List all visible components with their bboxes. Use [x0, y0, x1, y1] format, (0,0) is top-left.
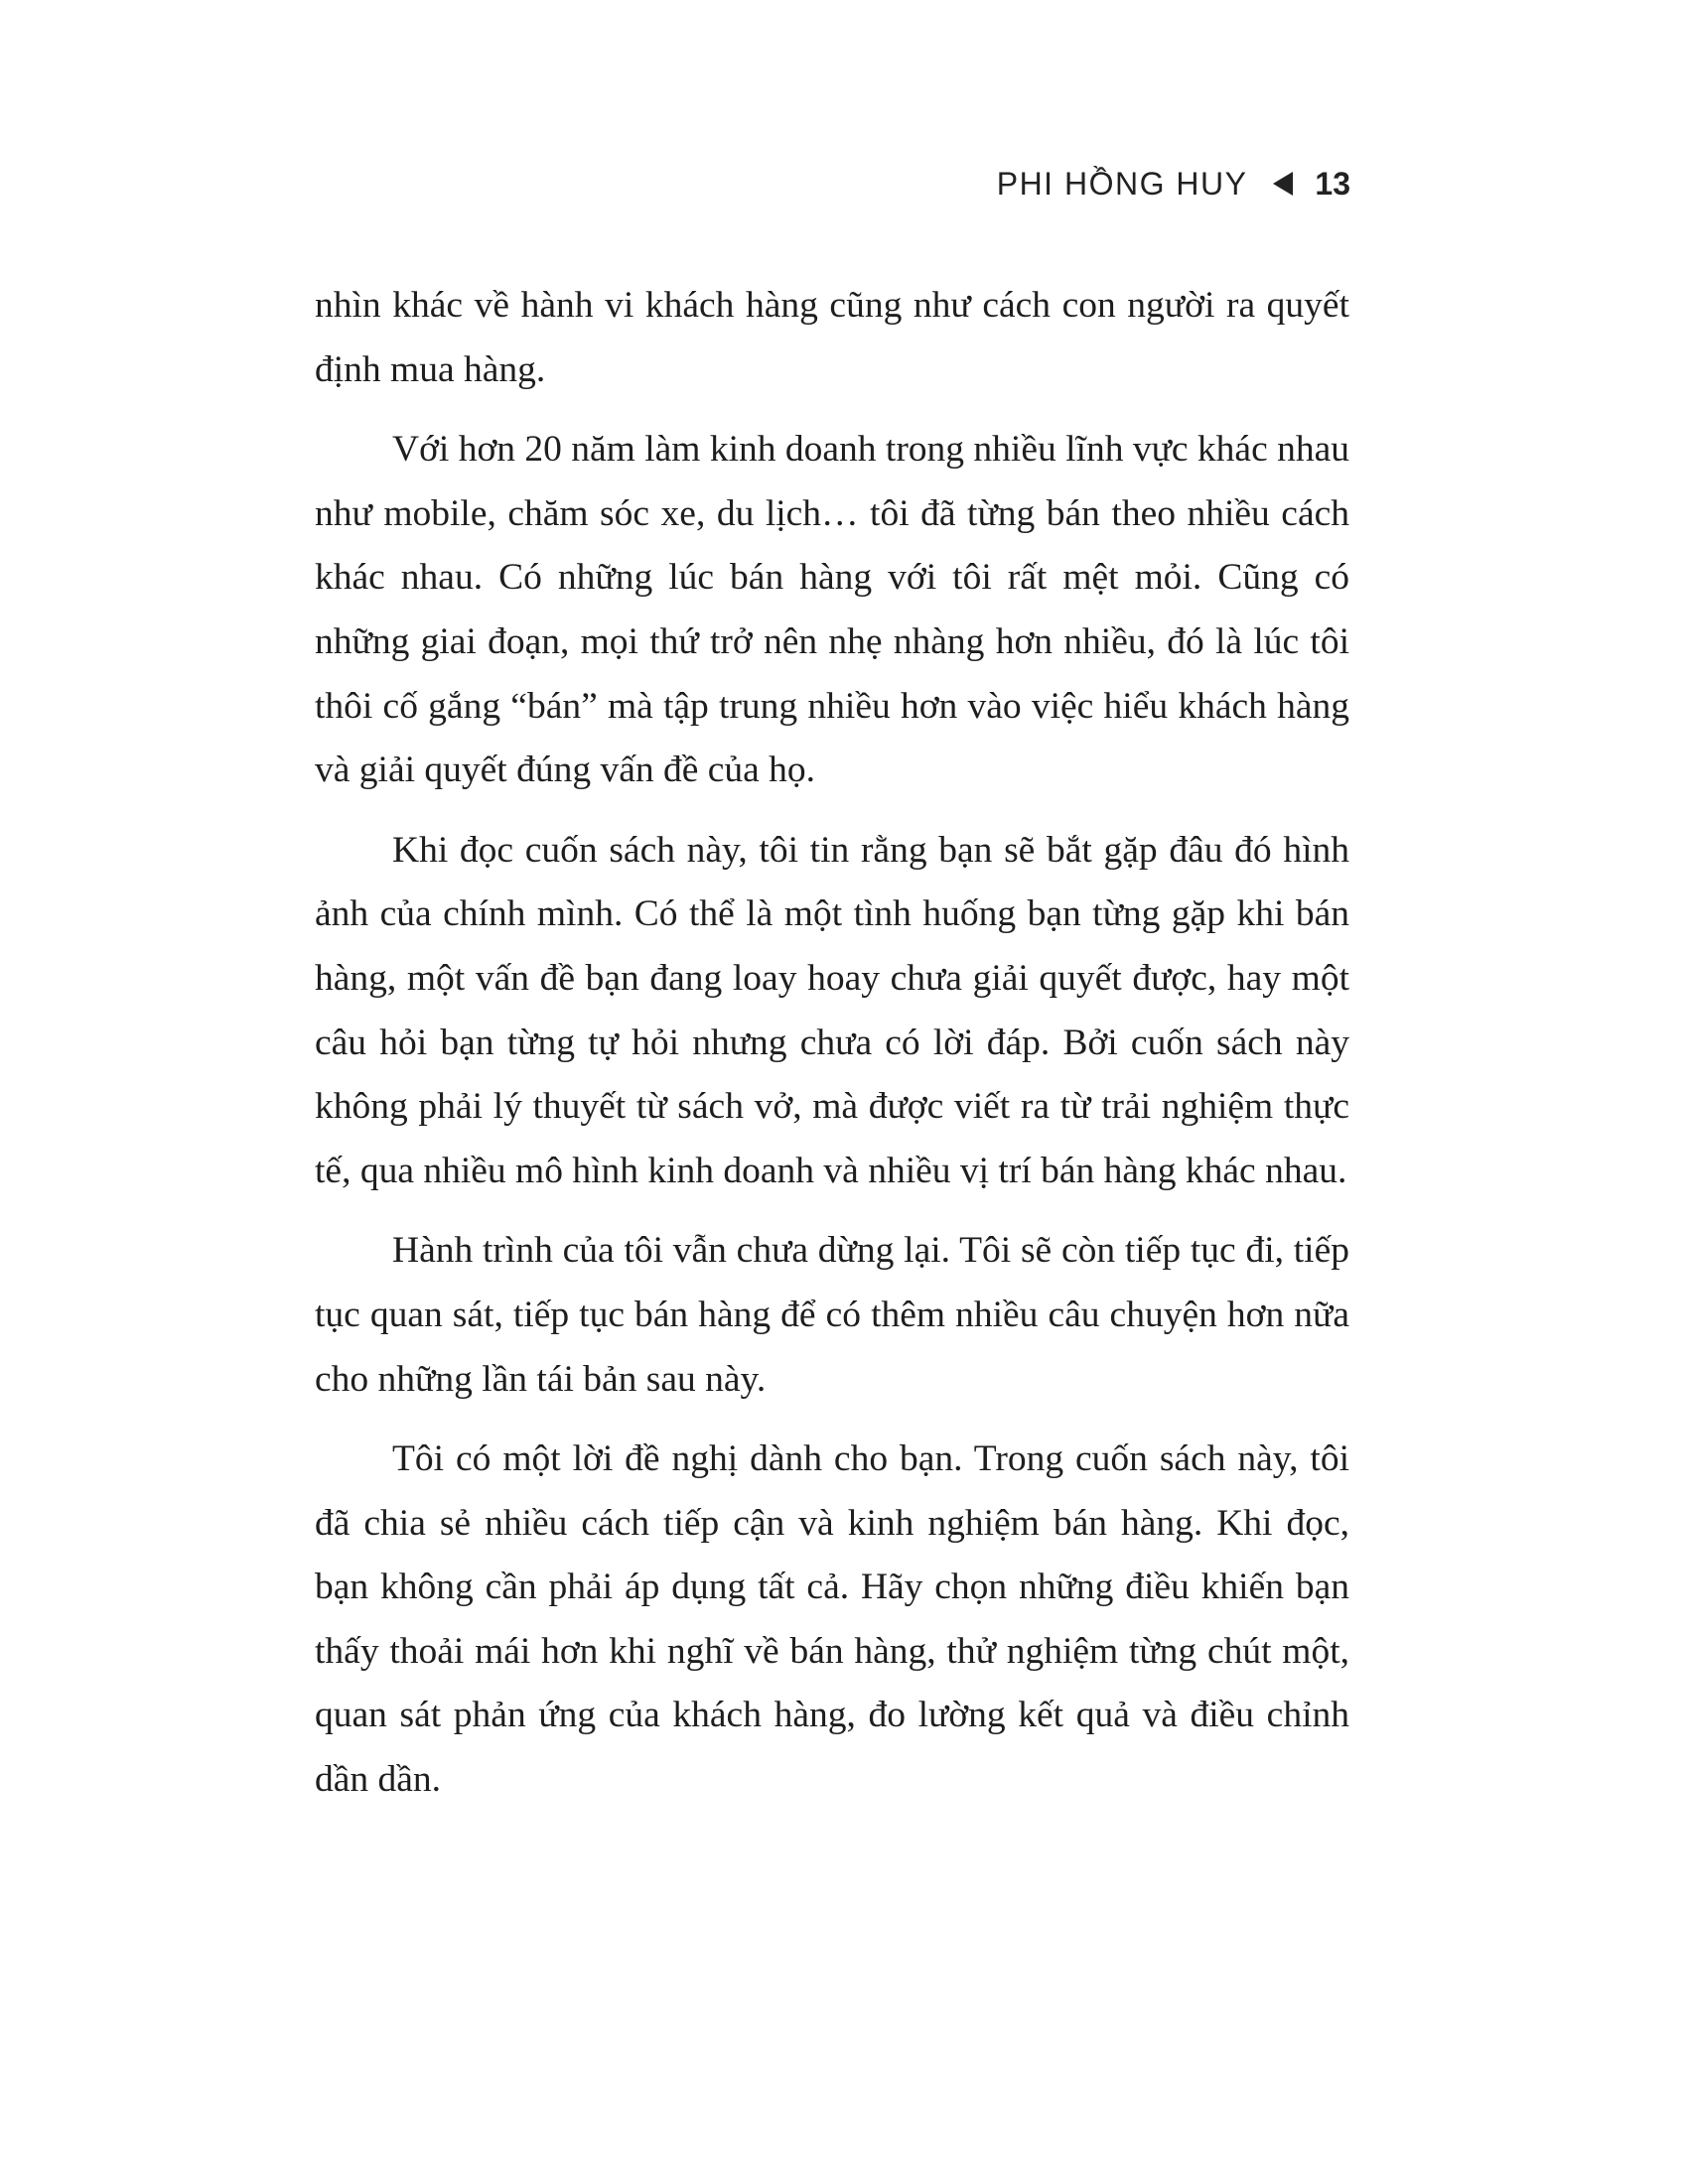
paragraph: Với hơn 20 năm làm kinh doanh trong nhiều lĩnh vực khác nhau như mobile, chăm sóc xe, du lịch… tôi đã từng bán theo nhiều cách khác nhau. Có những lúc bán hàng với tôi rất mệt mỏi. Cũng có những giai đoạn, mọi thứ trở nên nhẹ nhàng hơn nhiều, đó là lúc tôi thôi cố gắng “bán” mà tập trung nhiều hơn vào việc hiểu khách hàng và giải quyết đúng vấn đề của họ.	[315, 429, 1349, 791]
paragraph: Tôi có một lời đề nghị dành cho bạn. Trong cuốn sách này, tôi đã chia sẻ nhiều cách tiếp cận và kinh nghiệm bán hàng. Khi đọc, bạn không cần phải áp dụng tất cả. Hãy chọn những điều khiến bạn thấy thoải mái hơn khi nghĩ về bán hàng, thử nghiệm từng chút một, quan sát phản ứng của khách hàng, đo lường kết quả và điều chỉnh dần dần.	[315, 1438, 1349, 1801]
paragraph: Hành trình của tôi vẫn chưa dừng lại. Tôi sẽ còn tiếp tục đi, tiếp tục quan sát, tiếp tục bán hàng để có thêm nhiều câu chuyện hơn nữa cho những lần tái bản sau này.	[315, 1230, 1349, 1400]
paragraph: Khi đọc cuốn sách này, tôi tin rằng bạn sẽ bắt gặp đâu đó hình ảnh của chính mình. Có thể là một tình huống bạn từng gặp khi bán hàng, một vấn đề bạn đang loay hoay chưa giải quyết được, hay một câu hỏi bạn từng tự hỏi nhưng chưa có lời đáp. Bởi cuốn sách này không phải lý thuyết từ sách vở, mà được viết ra từ trải nghiệm thực tế, qua nhiều mô hình kinh doanh và nhiều vị trí bán hàng khác nhau.	[315, 829, 1349, 1191]
body-text	[315, 274, 1349, 1829]
page-number: 13	[1315, 166, 1350, 202]
left-triangle-icon	[1273, 172, 1293, 196]
paragraph-continued: nhìn khác về hành vi khách hàng cũng như cách con người ra quyết định mua hàng.	[315, 285, 1349, 390]
running-header	[997, 164, 1350, 204]
author-name: PHI HỒNG HUY	[996, 166, 1248, 202]
